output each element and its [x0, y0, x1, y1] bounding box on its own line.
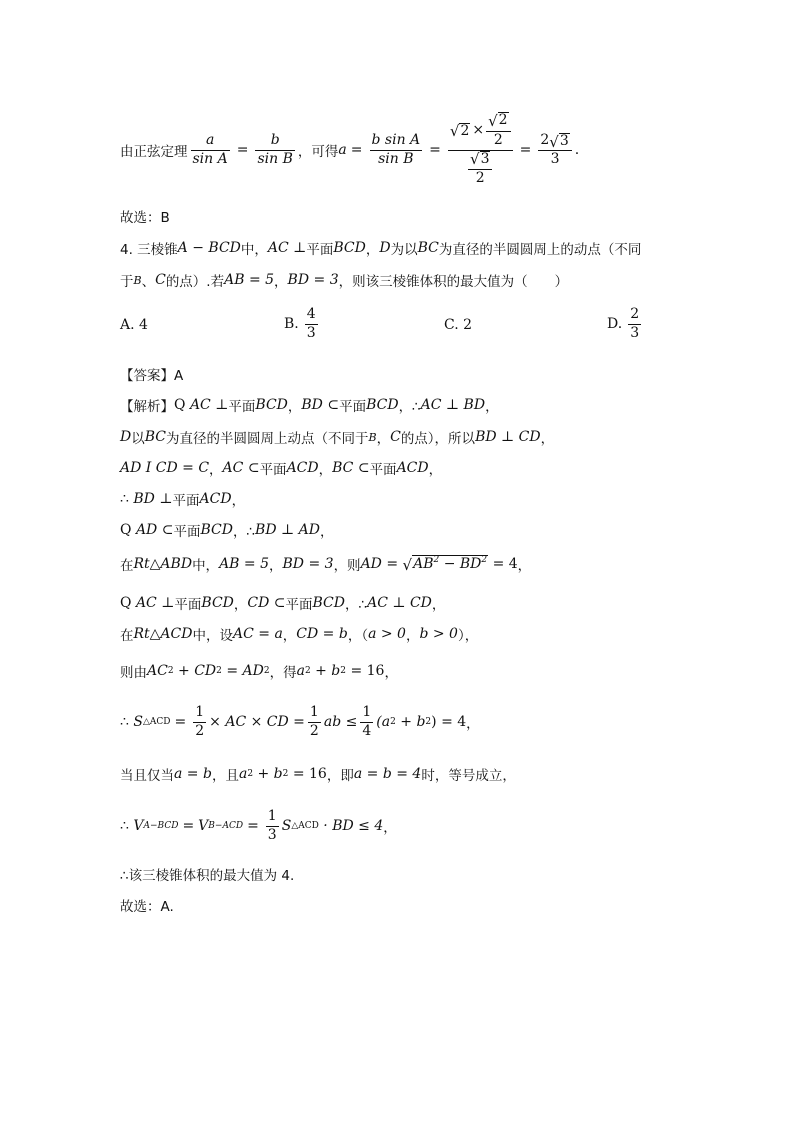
- analysis-line-1: 【解析】 Q AC ⊥ 平面 BCD ， BD ⊂ 平面 BCD ，∴ AC ⊥ BD ，: [120, 397, 499, 415]
- option-d: D. $\frac{2}{3}$: [607, 306, 640, 341]
- q4-math: B: [133, 273, 142, 287]
- choice-line-b: 故选：B: [120, 210, 170, 226]
- frac-sqrt2-2: √ 2 2: [486, 112, 510, 149]
- q4-text: 平面: [306, 242, 334, 258]
- frac-compound-num: √ 2 × √ 2 2: [448, 112, 513, 149]
- q4-math: AB = 5: [224, 272, 275, 288]
- equals-sign: =: [429, 142, 441, 158]
- q4-text: ，则该三棱锥体积的最大值为（ ）: [338, 274, 569, 290]
- q4-math: BCD: [333, 240, 366, 256]
- q4-math: AC ⊥: [267, 240, 307, 256]
- analysis-line-10: ∴ S △ACD = $\frac{1}{2}$ × AC × CD = $\frac{1}{2}$ ab ≤ $\frac{1}{4}$ (a 2 + b 2 ) = 4 ，: [120, 704, 480, 739]
- analysis-line-9: 则由 AC 2 + CD 2 = AD 2 ，得 a 2 + b 2 = 16 ，: [120, 663, 398, 681]
- option-a: A. 4: [120, 317, 148, 333]
- frac-bsinA-sinB: [370, 132, 423, 168]
- q4-text: 的点）.若: [165, 274, 225, 290]
- analysis-line-13: ∴该三棱锥体积的最大值为 4.: [120, 868, 295, 884]
- analysis-line-8: 在 Rt△ACD 中，设 AC = a ， CD = b ，（ a > 0 ， b > 0 ），: [120, 626, 479, 644]
- question-4-line-2: [120, 270, 568, 290]
- frac-compound: [448, 112, 513, 188]
- q4-math: BD = 3: [287, 272, 339, 288]
- analysis-line-4: ∴ BD ⊥ 平面 ACD ，: [120, 491, 246, 509]
- q4-text: 于: [120, 274, 134, 290]
- frac-den: sin B: [378, 150, 414, 167]
- q4-math: BC: [417, 240, 439, 256]
- q4-text: 中，: [240, 242, 268, 258]
- q4-text: 为以: [390, 242, 418, 258]
- equals-sign: =: [519, 142, 532, 158]
- option-b: B. $\frac{4}{3}$: [284, 306, 316, 341]
- frac-num: b sin A: [371, 132, 421, 148]
- frac-compound-den: √ 3 2: [466, 151, 494, 188]
- frac-b-sinB: [255, 132, 294, 168]
- sqrt-2: √ 2: [449, 122, 470, 140]
- frac-result: 2 √ 3 3: [538, 132, 571, 168]
- analysis-line-3: AD I CD = C ， AC ⊂ 平面 ACD ， BC ⊂ 平面 ACD ，: [120, 460, 443, 478]
- answer-line: 【答案】A: [120, 368, 184, 384]
- analysis-line-11: 当且仅当 a = b ，且 a 2 + b 2 = 16 ，即 a = b = 4 时，等号成立，: [120, 766, 516, 784]
- q4-math: C: [155, 272, 166, 288]
- q4-math: A − BCD: [177, 240, 241, 256]
- analysis-line-5: Q AD ⊂ 平面 BCD ，∴ BD ⊥ AD ，: [120, 522, 334, 540]
- q4-text: 、: [141, 274, 156, 290]
- equals-sign: =: [350, 142, 363, 158]
- q4-text: ，: [365, 242, 380, 258]
- text-mid: ，可得: [297, 144, 339, 160]
- option-c: C. 2: [444, 317, 473, 333]
- question-4-line-1: [120, 238, 641, 258]
- var-a: a: [338, 142, 347, 158]
- frac-num: a: [205, 132, 215, 148]
- frac-den: sin B: [257, 150, 293, 167]
- frac-a-sinA: [191, 132, 230, 168]
- period: .: [574, 142, 580, 158]
- analysis-line-7: Q AC ⊥ 平面 BCD ， CD ⊂ 平面 BCD ，∴ AC ⊥ CD ，: [120, 595, 446, 613]
- q4-text: 为直径的半圆圆周上的动点（不同: [438, 242, 642, 258]
- analysis-line-14: 故选：A.: [120, 899, 174, 915]
- frac-den: sin A: [192, 150, 228, 167]
- sine-law-line: [120, 110, 579, 190]
- analysis-line-12: ∴ V A−BCD = V B−ACD = $\frac{1}{3}$ S △ACD · BD ≤ 4 ，: [120, 808, 397, 843]
- q4-math: D: [379, 240, 391, 256]
- equals-sign: =: [236, 142, 249, 158]
- sqrt-ab-bd: √ $AB^2 - BD^2$: [402, 555, 488, 574]
- analysis-line-2: D 以 BC 为直径的半圆圆周上动点（不同于 B ， C 的点），所以 BD ⊥ CD ，: [120, 429, 555, 447]
- frac-num: b: [270, 132, 280, 148]
- q4-text: ，: [274, 274, 288, 290]
- text-prefix: 由正弦定理: [120, 144, 188, 160]
- analysis-line-6: 在 Rt△ABD 中， AB = 5 ， BD = 3 ，则 AD = √ $AB^2 - BD^2$ = 4 ，: [120, 555, 532, 574]
- q4-text: 4. 三棱锥: [120, 242, 178, 258]
